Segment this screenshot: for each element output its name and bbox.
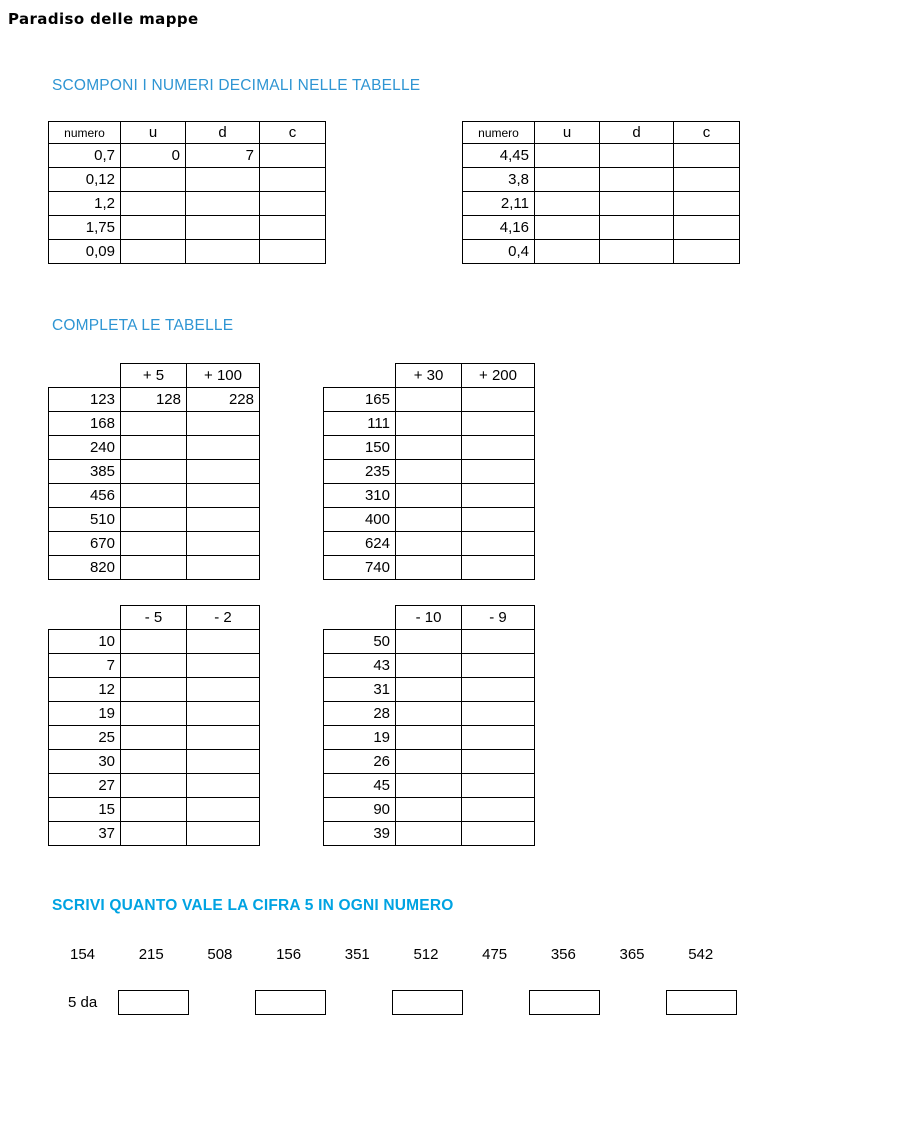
centesimi-cell[interactable]: [674, 168, 740, 192]
result-cell-2[interactable]: [187, 678, 260, 702]
result-cell-1[interactable]: [121, 774, 187, 798]
base-number-cell: 19: [49, 702, 121, 726]
col-header-numero: numero: [49, 122, 121, 144]
result-cell-1[interactable]: [396, 508, 462, 532]
base-number-cell: 30: [49, 750, 121, 774]
unita-cell[interactable]: [535, 216, 600, 240]
completa-row: [49, 460, 260, 484]
cifra5-answer-row: [68, 989, 737, 1015]
base-number-cell: 150: [324, 436, 396, 460]
result-cell-1[interactable]: [121, 508, 187, 532]
cifra5-number: 215: [138, 946, 164, 963]
result-cell-2[interactable]: [462, 750, 535, 774]
answer-box[interactable]: [392, 990, 463, 1015]
result-cell-1[interactable]: [396, 822, 462, 846]
unita-cell[interactable]: [535, 192, 600, 216]
decimi-cell[interactable]: [186, 168, 260, 192]
cifra5-number: 154: [70, 946, 96, 963]
col-header-u: u: [535, 122, 600, 144]
numero-cell: 0,7: [49, 144, 121, 168]
op-header-row: [49, 606, 260, 630]
completa-row: [324, 822, 535, 846]
result-cell-1[interactable]: [121, 556, 187, 580]
completa-row: [49, 508, 260, 532]
result-cell-2[interactable]: [187, 822, 260, 846]
result-cell-2[interactable]: [462, 436, 535, 460]
result-cell-1[interactable]: [396, 774, 462, 798]
op-header-row: [49, 364, 260, 388]
decimals-row: [463, 240, 740, 264]
completa-row: [49, 630, 260, 654]
result-cell-1[interactable]: [396, 630, 462, 654]
decimi-cell[interactable]: [600, 240, 674, 264]
base-number-cell: 27: [49, 774, 121, 798]
base-number-cell: 37: [49, 822, 121, 846]
completa-table-plus5-plus100: [48, 363, 260, 580]
result-cell-1[interactable]: [396, 460, 462, 484]
result-cell-2[interactable]: [462, 412, 535, 436]
completa-row: [324, 798, 535, 822]
base-number-cell: 310: [324, 484, 396, 508]
result-cell-1[interactable]: [396, 702, 462, 726]
result-cell-2[interactable]: [187, 750, 260, 774]
result-cell-1[interactable]: [396, 726, 462, 750]
completa-row: [49, 774, 260, 798]
base-number-cell: 26: [324, 750, 396, 774]
unita-cell[interactable]: [121, 240, 186, 264]
result-cell-1[interactable]: [396, 750, 462, 774]
completa-table-minus5-minus2: [48, 605, 260, 846]
numero-cell: 0,4: [463, 240, 535, 264]
base-number-cell: 15: [49, 798, 121, 822]
numero-cell: 0,09: [49, 240, 121, 264]
decimi-cell[interactable]: [186, 192, 260, 216]
col-header-c: c: [674, 122, 740, 144]
empty-corner-cell: [49, 606, 121, 630]
result-cell-1[interactable]: [121, 532, 187, 556]
completa-row: [324, 654, 535, 678]
cifra5-number: 542: [688, 946, 714, 963]
answer-box[interactable]: [529, 990, 600, 1015]
base-number-cell: 7: [49, 654, 121, 678]
completa-row: [49, 678, 260, 702]
decimals-row: [463, 216, 740, 240]
completa-row: [324, 702, 535, 726]
result-cell-2[interactable]: [462, 678, 535, 702]
centesimi-cell[interactable]: [260, 240, 326, 264]
base-number-cell: 90: [324, 798, 396, 822]
result-cell-2[interactable]: [462, 726, 535, 750]
result-cell-2[interactable]: [187, 726, 260, 750]
answer-box[interactable]: [666, 990, 737, 1015]
col-header-c: c: [260, 122, 326, 144]
result-cell-1[interactable]: [396, 532, 462, 556]
op-header-1: + 30: [396, 364, 462, 388]
decimals-row: [49, 168, 326, 192]
completa-row: [324, 412, 535, 436]
base-number-cell: 820: [49, 556, 121, 580]
result-cell-1[interactable]: [121, 484, 187, 508]
result-cell-2[interactable]: [187, 630, 260, 654]
empty-corner-cell: [324, 606, 396, 630]
result-cell-1[interactable]: [121, 436, 187, 460]
cifra5-numbers-row: [70, 946, 757, 963]
result-cell-1[interactable]: [396, 556, 462, 580]
completa-table-minus10-minus9: [323, 605, 535, 846]
result-cell-2[interactable]: [187, 556, 260, 580]
completa-row: [324, 678, 535, 702]
completa-row: [324, 460, 535, 484]
centesimi-cell[interactable]: [674, 240, 740, 264]
completa-table-plus30-plus200: [323, 363, 535, 580]
result-cell-1[interactable]: [396, 798, 462, 822]
col-header-numero: numero: [463, 122, 535, 144]
result-cell-2[interactable]: [187, 774, 260, 798]
result-cell-2[interactable]: [187, 532, 260, 556]
result-cell-2[interactable]: [187, 798, 260, 822]
result-cell-2[interactable]: [462, 798, 535, 822]
result-cell-2[interactable]: [187, 460, 260, 484]
result-cell-2[interactable]: [187, 654, 260, 678]
result-cell-2[interactable]: [462, 460, 535, 484]
result-cell-1[interactable]: [396, 678, 462, 702]
base-number-cell: 12: [49, 678, 121, 702]
result-cell-1[interactable]: [396, 654, 462, 678]
op-header-1: + 5: [121, 364, 187, 388]
op-header-2: + 200: [462, 364, 535, 388]
completa-row: [324, 532, 535, 556]
op-header-row: [324, 606, 535, 630]
base-number-cell: 45: [324, 774, 396, 798]
base-number-cell: 400: [324, 508, 396, 532]
completa-row: [324, 508, 535, 532]
completa-row: [49, 388, 260, 412]
decimals-row: [463, 192, 740, 216]
result-cell-2[interactable]: [462, 630, 535, 654]
base-number-cell: 740: [324, 556, 396, 580]
decimi-cell[interactable]: [600, 168, 674, 192]
centesimi-cell[interactable]: [674, 144, 740, 168]
answer-box[interactable]: [118, 990, 189, 1015]
base-number-cell: 670: [49, 532, 121, 556]
completa-row: [49, 822, 260, 846]
result-cell-2[interactable]: [187, 702, 260, 726]
result-cell-1[interactable]: [121, 822, 187, 846]
decimi-cell[interactable]: [600, 144, 674, 168]
centesimi-cell[interactable]: [260, 168, 326, 192]
completa-row: [49, 556, 260, 580]
completa-row: [49, 412, 260, 436]
decimi-cell[interactable]: 7: [186, 144, 260, 168]
op-header-row: [324, 364, 535, 388]
base-number-cell: 240: [49, 436, 121, 460]
result-cell-1[interactable]: [396, 412, 462, 436]
base-number-cell: 385: [49, 460, 121, 484]
result-cell-1[interactable]: 128: [121, 388, 187, 412]
section-cifra5-heading: SCRIVI QUANTO VALE LA CIFRA 5 IN OGNI NUMERO: [52, 897, 454, 914]
completa-row: [49, 798, 260, 822]
completa-row: [49, 436, 260, 460]
empty-corner-cell: [49, 364, 121, 388]
numero-cell: 3,8: [463, 168, 535, 192]
decimals-row: [49, 144, 326, 168]
centesimi-cell[interactable]: [260, 216, 326, 240]
unita-cell[interactable]: [535, 168, 600, 192]
numero-cell: 2,11: [463, 192, 535, 216]
result-cell-1[interactable]: [121, 798, 187, 822]
base-number-cell: 39: [324, 822, 396, 846]
cifra5-number: 512: [413, 946, 439, 963]
result-cell-2[interactable]: [187, 508, 260, 532]
col-header-d: d: [600, 122, 674, 144]
base-number-cell: 165: [324, 388, 396, 412]
col-header-d: d: [186, 122, 260, 144]
base-number-cell: 19: [324, 726, 396, 750]
completa-row: [324, 630, 535, 654]
base-number-cell: 235: [324, 460, 396, 484]
answer-label: 5 da: [68, 993, 98, 1011]
result-cell-1[interactable]: [121, 726, 187, 750]
numero-cell: 0,12: [49, 168, 121, 192]
completa-row: [324, 726, 535, 750]
op-header-2: - 9: [462, 606, 535, 630]
base-number-cell: 10: [49, 630, 121, 654]
section-completa-heading: COMPLETA LE TABELLE: [52, 317, 234, 334]
result-cell-1[interactable]: [121, 702, 187, 726]
completa-row: [324, 774, 535, 798]
decimals-row: [463, 168, 740, 192]
centesimi-cell[interactable]: [674, 216, 740, 240]
completa-row: [49, 484, 260, 508]
unita-cell[interactable]: 0: [121, 144, 186, 168]
op-header-2: - 2: [187, 606, 260, 630]
col-header-u: u: [121, 122, 186, 144]
centesimi-cell[interactable]: [260, 192, 326, 216]
result-cell-2[interactable]: 228: [187, 388, 260, 412]
decimals-table-right: [462, 121, 740, 264]
op-header-1: - 10: [396, 606, 462, 630]
decimi-cell[interactable]: [186, 216, 260, 240]
result-cell-1[interactable]: [121, 412, 187, 436]
result-cell-1[interactable]: [121, 678, 187, 702]
base-number-cell: 43: [324, 654, 396, 678]
completa-row: [324, 436, 535, 460]
result-cell-1[interactable]: [396, 436, 462, 460]
centesimi-cell[interactable]: [674, 192, 740, 216]
cifra5-number: 351: [344, 946, 370, 963]
completa-row: [49, 654, 260, 678]
decimals-row: [49, 240, 326, 264]
decimals-row: [49, 192, 326, 216]
answer-boxes: [118, 990, 737, 1015]
result-cell-2[interactable]: [187, 412, 260, 436]
base-number-cell: 456: [49, 484, 121, 508]
base-number-cell: 123: [49, 388, 121, 412]
result-cell-1[interactable]: [121, 750, 187, 774]
completa-row: [324, 484, 535, 508]
cifra5-number: 156: [276, 946, 302, 963]
completa-row: [49, 532, 260, 556]
completa-row: [324, 750, 535, 774]
result-cell-2[interactable]: [462, 388, 535, 412]
cifra5-number: 508: [207, 946, 233, 963]
op-header-1: - 5: [121, 606, 187, 630]
decimi-cell[interactable]: [600, 216, 674, 240]
cifra5-number: 356: [550, 946, 576, 963]
section-decimals-heading: SCOMPONI I NUMERI DECIMALI NELLE TABELLE: [52, 77, 421, 94]
decimals-row: [49, 216, 326, 240]
decimi-cell[interactable]: [186, 240, 260, 264]
completa-row: [49, 750, 260, 774]
base-number-cell: 50: [324, 630, 396, 654]
unita-cell[interactable]: [121, 216, 186, 240]
completa-row: [49, 726, 260, 750]
numero-cell: 1,75: [49, 216, 121, 240]
decimals-row: [463, 144, 740, 168]
result-cell-2[interactable]: [462, 702, 535, 726]
centesimi-cell[interactable]: [260, 144, 326, 168]
base-number-cell: 510: [49, 508, 121, 532]
result-cell-1[interactable]: [121, 630, 187, 654]
result-cell-2[interactable]: [462, 774, 535, 798]
cifra5-number: 475: [482, 946, 508, 963]
result-cell-2[interactable]: [462, 556, 535, 580]
cifra5-number: 365: [619, 946, 645, 963]
op-header-2: + 100: [187, 364, 260, 388]
completa-row: [324, 388, 535, 412]
numero-cell: 4,16: [463, 216, 535, 240]
empty-corner-cell: [324, 364, 396, 388]
decimals-header-row: [49, 122, 326, 144]
base-number-cell: 31: [324, 678, 396, 702]
completa-row: [49, 702, 260, 726]
result-cell-2[interactable]: [462, 532, 535, 556]
numero-cell: 4,45: [463, 144, 535, 168]
base-number-cell: 28: [324, 702, 396, 726]
completa-row: [324, 556, 535, 580]
base-number-cell: 624: [324, 532, 396, 556]
answer-box[interactable]: [255, 990, 326, 1015]
base-number-cell: 168: [49, 412, 121, 436]
unita-cell[interactable]: [535, 240, 600, 264]
base-number-cell: 111: [324, 412, 396, 436]
result-cell-1[interactable]: [396, 388, 462, 412]
result-cell-2[interactable]: [462, 484, 535, 508]
result-cell-1[interactable]: [121, 654, 187, 678]
decimals-table-left: [48, 121, 326, 264]
result-cell-2[interactable]: [187, 436, 260, 460]
result-cell-2[interactable]: [187, 484, 260, 508]
unita-cell[interactable]: [121, 168, 186, 192]
result-cell-1[interactable]: [121, 460, 187, 484]
decimals-header-row: [463, 122, 740, 144]
page-title: Paradiso delle mappe: [8, 10, 199, 28]
unita-cell[interactable]: [121, 192, 186, 216]
result-cell-2[interactable]: [462, 822, 535, 846]
result-cell-1[interactable]: [396, 484, 462, 508]
decimi-cell[interactable]: [600, 192, 674, 216]
result-cell-2[interactable]: [462, 654, 535, 678]
unita-cell[interactable]: [535, 144, 600, 168]
result-cell-2[interactable]: [462, 508, 535, 532]
numero-cell: 1,2: [49, 192, 121, 216]
base-number-cell: 25: [49, 726, 121, 750]
